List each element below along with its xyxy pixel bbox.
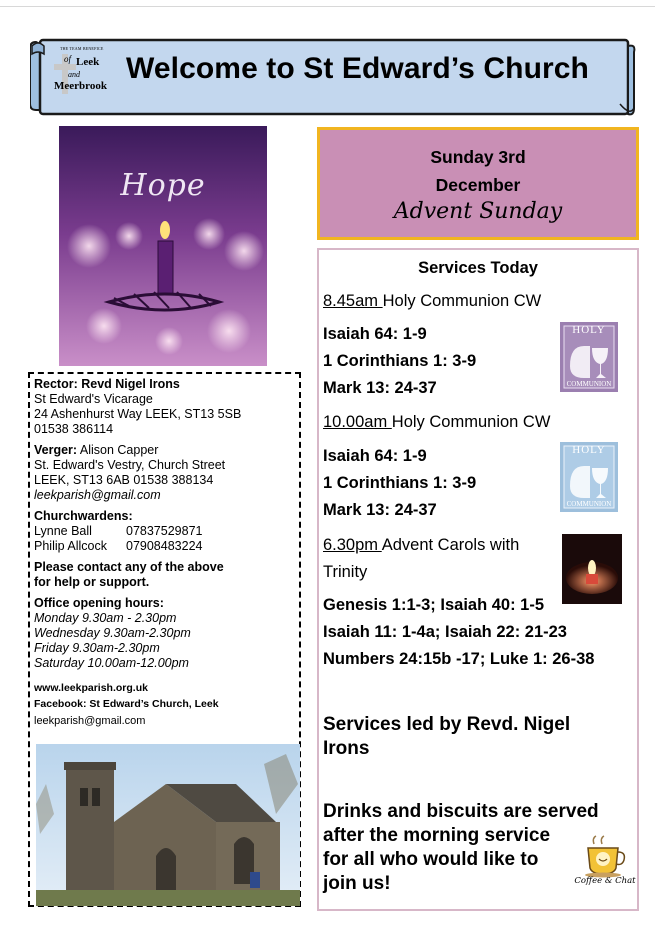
service-title — [323, 413, 550, 432]
logo-and: and — [68, 70, 80, 79]
holy-communion-icon — [560, 322, 618, 392]
date-box — [317, 127, 639, 240]
holy-icon-top: HOLY — [572, 444, 606, 456]
verger-address: St. Edward's Vestry, Church Street — [34, 458, 226, 472]
services-heading: Services Today — [418, 259, 538, 277]
service-title — [323, 292, 541, 311]
rector-heading: Rector: Revd Nigel Irons — [34, 377, 180, 391]
hope-word: Hope — [120, 168, 206, 203]
service-name: Holy Communion CW — [382, 292, 542, 310]
logo-meerbrook: Meerbrook — [54, 80, 107, 92]
warden-row — [34, 524, 202, 539]
office-hours-line: Monday 9.30am - 2.30pm — [34, 611, 177, 625]
benefice-logo — [54, 46, 116, 96]
website-link[interactable]: www.leekparish.org.uk — [34, 682, 148, 694]
service-name-cont: Trinity — [323, 563, 368, 581]
advent-candle-illustration — [59, 126, 267, 366]
churchwardens-heading: Churchwardens: — [34, 509, 133, 523]
holy-communion-icon — [560, 442, 618, 512]
reading: 1 Corinthians 1: 3-9 — [323, 474, 477, 492]
holy-icon-bottom: COMMUNION — [566, 380, 612, 388]
office-hours-line: Friday 9.30am-2.30pm — [34, 641, 160, 655]
service-name: Holy Communion CW — [391, 413, 551, 431]
drinks-text: Drinks and biscuits are served — [323, 801, 599, 822]
rector-line: 01538 386114 — [34, 422, 114, 436]
reading: Isaiah 11: 1-4a; Isaiah 22: 21-23 — [323, 623, 567, 641]
service-time: 10.00am — [323, 413, 392, 431]
holy-icon-top: HOLY — [572, 324, 606, 336]
coffee-chat-icon — [574, 834, 636, 890]
hope-advent-image — [59, 126, 267, 366]
help-text: Please contact any of the above — [34, 560, 224, 574]
top-divider — [0, 6, 655, 7]
verger-name: Alison Capper — [77, 443, 159, 457]
help-text: for help or support. — [34, 575, 150, 589]
reading: Genesis 1:1-3; Isaiah 40: 1-5 — [323, 596, 545, 614]
warden-row — [34, 539, 202, 554]
church-photo — [36, 744, 300, 906]
warden-phone: 07837529871 — [126, 524, 203, 538]
logo-leek: Leek — [76, 56, 100, 68]
reading: Isaiah 64: 1-9 — [323, 325, 427, 343]
coffee-cup-icon — [574, 834, 636, 878]
holy-icon-bottom: COMMUNION — [566, 500, 612, 508]
email-link[interactable]: leekparish@gmail.com — [34, 715, 146, 727]
coffee-chat-label: Coffee & Chat — [574, 876, 636, 886]
reading: 1 Corinthians 1: 3-9 — [323, 352, 477, 370]
reading: Mark 13: 24-37 — [323, 379, 437, 397]
warden-name: Lynne Ball — [34, 524, 92, 538]
date-line-day: Sunday 3rd — [430, 147, 526, 167]
drinks-text: after the morning service — [323, 825, 551, 846]
drinks-text: for all who would like to — [323, 849, 539, 870]
page-title: Welcome to St Edward’s Church — [126, 52, 589, 85]
liturgical-day: Advent Sunday — [393, 199, 563, 224]
office-hours-heading: Office opening hours: — [34, 596, 164, 610]
verger-line — [34, 443, 158, 458]
office-hours-line: Saturday 10.00am-12.00pm — [34, 656, 189, 670]
service-time: 6.30pm — [323, 536, 382, 554]
verger-email: leekparish@gmail.com — [34, 488, 161, 502]
service-title — [323, 536, 519, 555]
warden-phone: 07908483224 — [126, 539, 203, 553]
reading: Isaiah 64: 1-9 — [323, 447, 427, 465]
rector-line: St Edward's Vicarage — [34, 392, 153, 406]
verger-address: LEEK, ST13 6AB 01538 388134 — [34, 473, 214, 487]
reading: Numbers 24:15b -17; Luke 1: 26-38 — [323, 650, 595, 668]
service-name: Advent Carols with — [381, 536, 520, 554]
candle-photo — [562, 534, 622, 604]
warden-name: Philip Allcock — [34, 539, 107, 553]
led-by-text: Services led by Revd. Nigel — [323, 714, 571, 735]
facebook-link[interactable]: Facebook: St Edward’s Church, Leek — [34, 698, 219, 710]
church-building-illustration — [36, 744, 300, 906]
logo-small-text: THE TEAM BENEFICE — [60, 46, 104, 51]
date-line-month: December — [435, 175, 521, 195]
drinks-text: join us! — [323, 873, 391, 894]
rector-line: 24 Ashenhurst Way LEEK, ST13 5SB — [34, 407, 242, 421]
led-by-text: Irons — [323, 738, 370, 759]
service-time: 8.45am — [323, 292, 383, 310]
verger-label: Verger: — [34, 443, 78, 457]
office-hours-line: Wednesday 9.30am-2.30pm — [34, 626, 191, 640]
reading: Mark 13: 24-37 — [323, 501, 437, 519]
logo-of: of — [64, 54, 72, 64]
